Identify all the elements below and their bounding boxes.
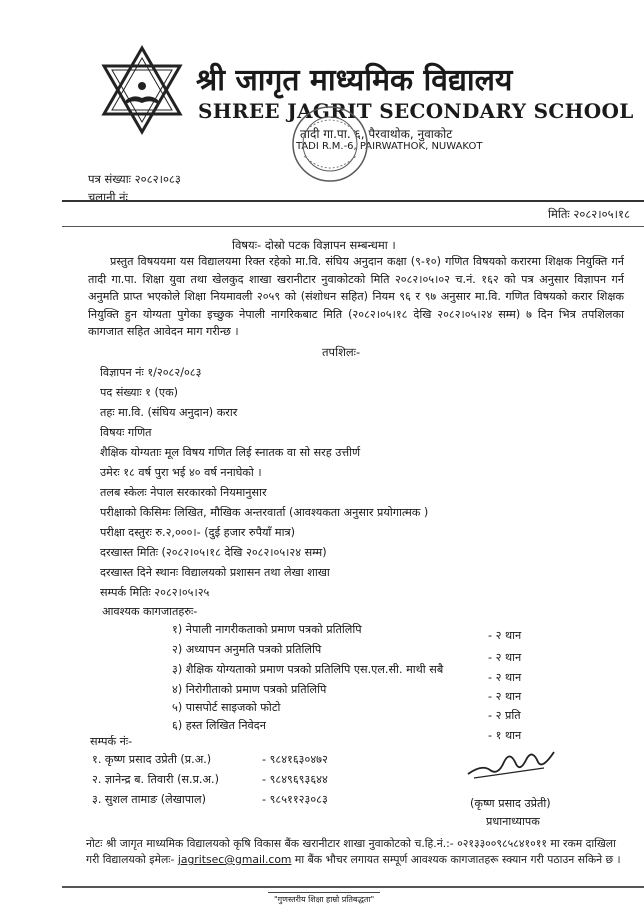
document-item: ४) निरोगीताको प्रमाण पत्रको प्रतिलिपि	[172, 683, 327, 696]
contact-phone: - ९८४९६९३६४४	[262, 773, 328, 786]
school-seal-stamp	[290, 104, 370, 184]
address-nepali: तादी गा.पा. ६, पैरवाथोक, नुवाकोट	[300, 127, 453, 141]
document-qty: - २ थान	[488, 690, 522, 703]
school-logo	[96, 44, 188, 136]
letter-date: मितिः २०८२।०५।१८	[548, 207, 630, 221]
detail-application-dates: दरखास्त मितिः (२०८२।०५।१८ देखि २०८२।०५।२४ सम्म)	[100, 546, 327, 559]
document-item: २) अध्यापन अनुमति पत्रको प्रतिलिपि	[172, 643, 322, 656]
school-name-english: SHREE JAGRIT SECONDARY SCHOOL	[198, 99, 634, 123]
header-divider	[62, 200, 644, 202]
document-qty: - १ थान	[488, 729, 522, 742]
signatory-name: (कृष्ण प्रसाद उप्रेती)	[470, 797, 551, 810]
school-motto: "गुणस्तरीय शिक्षा हाम्रो प्रतिबद्धता"	[268, 892, 380, 906]
detail-ad-number: विज्ञापन नंः १/२०८२/०८३	[100, 366, 202, 379]
contact-phone: - ९८४१६३०४७२	[262, 753, 328, 766]
principal-signature	[464, 742, 560, 782]
detail-age: उमेरः १८ वर्ष पुरा भई ४० वर्ष ननाघेको ।	[100, 466, 262, 479]
contact-name: १. कृष्ण प्रसाद उप्रेती (प्र.अ.)	[92, 753, 212, 766]
detail-qualification: शैक्षिक योग्यताः मूल विषय गणित लिई स्नातक वा सो सरह उत्तीर्ण	[100, 446, 361, 459]
dispatch-number: चलानी नंः	[88, 190, 128, 204]
footer-divider	[62, 886, 644, 888]
signatory-title: प्रधानाध्यापक	[486, 815, 540, 828]
contacts-heading: सम्पर्क नंः-	[90, 735, 133, 748]
letter-number: पत्र संख्याः २०८२।०८३	[88, 172, 181, 186]
contact-name: २. ज्ञानेन्द्र ब. तिवारी (स.प्र.अ.)	[92, 773, 219, 786]
detail-level: तहः मा.वि. (संघिय अनुदान) करार	[100, 406, 238, 419]
footer-note-part1: नोटः श्री जागृत माध्यमिक विद्यालयको कृषि विकास बैंक खरानीटार शाखा नुवाकोटको च.हि.नं.:- ०२१३३००९८५८४१०११ मा रकम दाखिला गरी विद्यालयको इमेलः-	[86, 837, 616, 866]
document-item: ५) पासपोर्ट साइजको फोटो	[172, 701, 281, 714]
body-paragraph: प्रस्तुत विषययमा यस विद्यालयमा रिक्त रहेको मा.वि. संघिय अनुदान कक्षा (९-१०) गणित विषयको करारमा शिक्षक नियुक्ति गर्न तादी गा.पा. शिक्षा युवा तथा खेलकुद शाखा खरानीटार नुवाकोटको मिति २०८२।०५।०२ च.नं. १६२ को पत्र अनुसार विज्ञापन गर्न अनुमति प्राप्त भएकोले शिक्षा नियमावली २०५९ को (संशोधन सहित) नियम ९६ र ९७ अनुसार मा.वि. गणित विषयको करार शिक्षक नियुक्ति हुन योग्यता पुगेका इच्छुक नेपाली नागरिकबाट मिति (२०८२।०५।१८ देखि २०८२।०५।२४ सम्म) ७ दिन भित्र तपशिलका कागजात सहित आवेदन माग गरीन्छ ।	[88, 255, 624, 339]
subject-line: विषयः- दोस्रो पटक विज्ञापन सम्बन्धमा ।	[232, 238, 396, 252]
document-item: ३) शैक्षिक योग्यताको प्रमाण पत्रको प्रतिलिपि एस.एल.सी. माथी सबै	[172, 663, 444, 676]
document-qty: - २ थान	[488, 671, 522, 684]
document-qty: - २ थान	[488, 629, 522, 642]
detail-application-place: दरखास्त दिने स्थानः विद्यालयको प्रशासन तथा लेखा शाखा	[100, 566, 330, 579]
detail-contact-date: सम्पर्क मितिः २०८२।०५।२५	[100, 586, 210, 599]
detail-post-count: पद संख्याः १ (एक)	[100, 386, 179, 399]
detail-exam-fee: परीक्षा दस्तुरः रु.२,०००।- (दुई हजार रुपैयाँ मात्र)	[100, 526, 296, 539]
documents-heading: आवश्यक कागजातहरुः-	[102, 605, 198, 618]
tapsil-heading: तपशिलः-	[322, 345, 361, 359]
address-english: TADI R.M.-6, PAIRWATHOK, NUWAKOT	[296, 141, 483, 152]
school-email-link[interactable]: jagritsec@gmail.com	[177, 853, 292, 866]
detail-salary: तलब स्केलः नेपाल सरकारको नियमानुसार	[100, 486, 267, 499]
footer-note	[86, 836, 626, 868]
document-item: ६) हस्त लिखित निवेदन	[172, 719, 266, 732]
document-item: १) नेपाली नागरीकताको प्रमाण पत्रको प्रतिलिपि	[172, 623, 362, 636]
document-qty: - २ प्रति	[488, 709, 521, 722]
school-name-nepali: श्री जागृत माध्यमिक विद्यालय	[196, 63, 513, 98]
detail-exam-type: परीक्षाको किसिमः लिखित, मौखिक अन्तरवार्ता (आवश्यकता अनुसार प्रयोगात्मक )	[100, 506, 429, 519]
detail-subject: विषयः गणित	[100, 426, 152, 439]
document-qty: - २ थान	[488, 651, 522, 664]
contact-name: ३. सुशल तामाङ (लेखापाल)	[92, 793, 206, 806]
footer-note-part2: मा बैंक भौचर लगायत सम्पूर्ण आवश्यक कागजातहरू स्क्यान गरी पठाउन सकिने छ ।	[294, 853, 621, 866]
contact-phone: - ९८५११२३०८३	[262, 793, 328, 806]
date-divider	[62, 226, 644, 227]
